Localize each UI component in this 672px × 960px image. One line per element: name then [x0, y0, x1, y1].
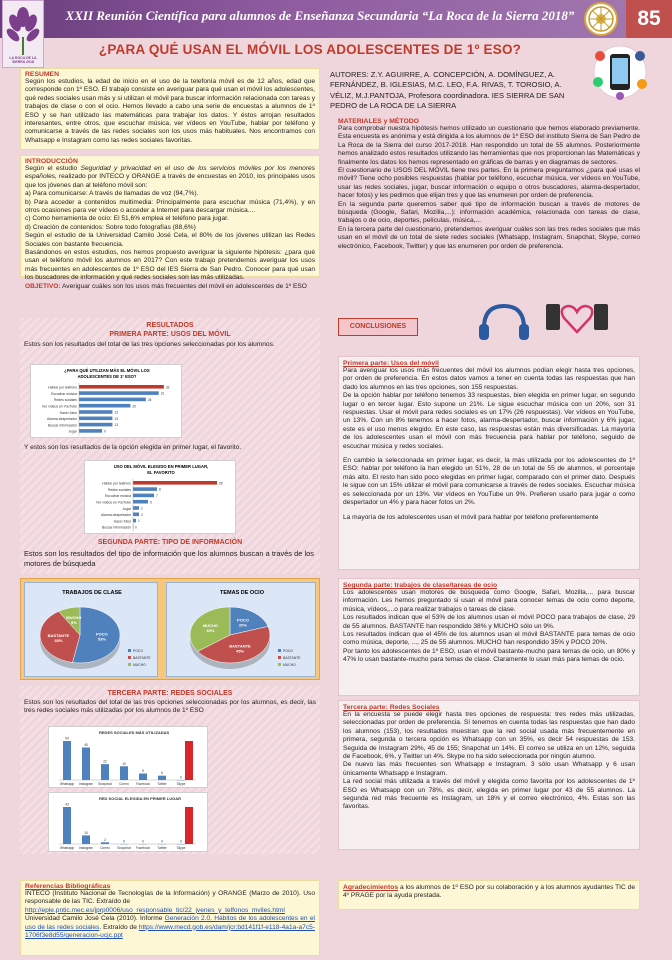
conclusion-paragraph: De la opción hablar por teléfono tenemos 33 respuestas, bien elegida en primer lugar, en segundo lugar o en tercer lugar. Esto supone un 21%. Le sigue escuchar música con un 20%, son 31 respuestas. Usar el móvil para redes sociales es un 17% (26 respuestas). Ver vídeos en YouTube, un 13%. Con un 8% tenemos a hacer fotos, alarma-despertador, buscar información y 6% jugar, este es el uso menos elegido. En este caso, las respuestas están más diversificadas. La mayoría de los adolescentes usan el móvil con más frecuencia para hablar por teléfono, seguido de escuchar música y redes sociales.	[343, 392, 635, 450]
bar	[82, 748, 90, 781]
poster-title: ¿PARA QUÉ USAN EL MÓVIL LOS ADOLESCENTES DE 1º ESO?	[98, 42, 522, 57]
introduccion-p2: Según el estudio de la Universidad Camilo José Cela, el 80% de los jóvenes utilizan las Redes Sociales con bastante frecuencia.	[25, 232, 315, 248]
tick-label: Ver vídeos en YouTube	[96, 500, 131, 505]
bar	[133, 519, 136, 523]
data-label: 8	[159, 487, 161, 492]
data-label: 9	[142, 769, 144, 773]
introduccion-item: d) Creación de contenidos: Sobre todo fotografías (88,6%)	[25, 223, 196, 231]
data-label: 0	[123, 839, 125, 844]
materiales-paragraph: Para comprobar nuestra hipótesis hemos utilizado un cuestionario que hemos elaborado previamente. Esta encuesta es anónima y está dirigida a los alumnos de 1º ESO del instituto Sierra de San Pedro de La Roca de la Sierra del curso 2017-2018. Han respondido un total de 55 alumnos. Posteriormente hemos analizado estos resultados utilizando las herramientas que nos proporcionan las Matemáticas y finalmente los datos los hemos representado en gráficas de barras y en diagramas de sectores.	[338, 125, 640, 166]
highlight-bar	[185, 807, 193, 844]
referencia-link-2[interactable]: Generación 2.0. Hábitos de los adolescentes en el uso de las redes sociales	[25, 915, 315, 931]
legend-swatch	[128, 656, 131, 659]
referencia-2: Universidad Camilo José Cela (2010). Informe Generación 2.0. Hábitos de los adolescentes en el uso de las redes sociales. Extraído de https://www.mecd.gob.es/dam/jcr:bd141f1f-e118-4a1a-a7c5-1706f3e8d55/generacion-ucjc.ppt	[25, 915, 315, 940]
data-label: 20	[132, 404, 136, 409]
data-label: 2	[141, 506, 143, 511]
legend-swatch	[278, 663, 281, 666]
temas-ocio-pie	[166, 582, 316, 677]
data-label: 2	[104, 837, 106, 842]
bar	[120, 766, 128, 780]
part3-intro: Estos son los resultados del total de las tres opciones seleccionadas por los alumnos, es decir, las tres redes sociales más utilizadas por los alumnos de 1º ESO	[24, 699, 316, 715]
pie-label-value: 20%	[238, 622, 247, 628]
referencias-heading: Referencias Bibliográficas	[25, 883, 111, 890]
conclusion-paragraph: La mayoría de los adolescentes usan el móvil para hablar por teléfono preferentemente	[343, 513, 599, 521]
conclusiones-button: CONCLUSIONES	[338, 318, 418, 336]
chart-title: ADOLESCENTES DE 1º ESO?	[77, 374, 137, 379]
tick-label: Hacer fotos	[59, 410, 77, 415]
tick-label: Hablar por teléfono	[102, 481, 131, 486]
materiales-paragraph: En la tercera parte del cuestionario, pretendemos averiguar cuáles son las tres redes sociales que más usan en el móvil de un total de siete redes sociales (Whatsapp, Instagram, Snapchat, Skype, correo electrónico, Facebook, Twitter) y que las enumeren por orden de preferencia.	[338, 225, 640, 250]
tick-label: Alarma-despertador	[47, 417, 77, 422]
logo-caption: LA ROCA DE LA SIERRA 2018	[9, 56, 37, 64]
bar	[63, 807, 71, 844]
legend-swatch	[128, 663, 131, 666]
pie-label-value: 45%	[235, 648, 244, 654]
tick-label: Redes sociales	[108, 487, 131, 492]
agradecimientos-label: Agradecimientos	[343, 884, 399, 891]
referencia-1: INTECO (Instituto Nacional de Tecnologías de la Información) y ORANGE (Marzo de 2010). Uso responsable de las TIC. Extraído de http://eple.pntic.mec.es/jprp0006/uso_responsable_tic/22_jvenes_y_telfonos_mviles.html	[25, 890, 315, 914]
referencia-link-3[interactable]: https://www.mecd.gob.es/dam/jcr:bd141f1f-e118-4a1a-a7c5-1706f3e8d55/generacion-ucjc.ppt	[25, 923, 315, 940]
bar	[133, 487, 157, 491]
pie-label-value: 53%	[97, 636, 106, 642]
tick-label: Correo	[119, 782, 129, 786]
tick-label: Escuchar música	[105, 494, 131, 499]
conclusion-paragraph: Los adolescentes usan motores de búsqueda como Google, Safari, Mozilla,... para buscar información. Les hemos preguntado si usan el móvil para conocer temas de ocio como deporte, música, vídeos,...o para realizar trabajos o tareas de clase.	[343, 589, 635, 613]
legend-label: BASTANTE	[133, 656, 151, 660]
bar	[139, 774, 147, 781]
tick-label: Twitter	[157, 782, 167, 786]
pie-label-value: 38%	[54, 637, 63, 643]
redes-first-chart	[48, 792, 208, 852]
data-label: 0	[180, 839, 182, 844]
bar	[101, 764, 109, 780]
tick-label: Jugar	[68, 429, 77, 434]
resumen-section	[20, 68, 320, 150]
pie-data-label	[199, 621, 221, 633]
chart-title: ¿PARA QUÉ UTILIZAN MÁS EL MÓVIL LOS	[64, 368, 150, 373]
conclusiones-primera	[338, 356, 640, 570]
tick-label: Facebook	[136, 846, 150, 850]
bar	[79, 417, 112, 421]
authors: AUTORES: Z.Y. AGUIRRE, A. CONCEPCIÓN, A. DOMÍNGUEZ, A. FERNÁNDEZ, B. IGLESIAS, M.C. LEO, F.A. RIVAS, T. TOROSIO, A. VÉLIZ, M.J.PANTOJA, Profesora coordinadora. IES SIERRA DE SAN PEDRO de LA ROCA DE LA SIERRA	[330, 70, 565, 110]
materiales-paragraph: En la segunda parte queremos saber qué tipo de información buscan a través de motores de búsqueda (Google, Safari, Mozilla,...): información académica, relacionada con tareas de clase, trabajos o de ocio, deportes, películas, música,...	[338, 200, 640, 225]
bar	[79, 429, 102, 433]
resumen-text: Según los estudios, la edad de inicio en el uso de la telefonía móvil es de 12 años, edad que corresponde con 1º ESO. El trabajo consiste en averiguar para qué usan el móvil los adolescentes, qué redes sociales usan más y si utilizan el móvil para buscar información relacionada con tareas y trabajos de clase o con el ocio. Hemos llevado a cabo una serie de encuestas a alumnos de 1º ESO y se han utilizado las matemáticas para trabajar los datos. Y éstos arrojan resultados interesantes, entre otros, que escuchar música, ver vídeos en YouTube, hablar por teléfono y comunicarse a través de las redes sociales son los usos más habituales. Nos encontramos con Whatsapp e Instagram como las redes sociales favoritas.	[25, 78, 315, 144]
data-label: 19	[122, 761, 126, 766]
data-label: 13	[114, 416, 118, 421]
data-label: 10	[84, 830, 88, 835]
bar	[133, 494, 154, 498]
resumen-heading: RESUMEN	[25, 71, 59, 78]
chart-title: TEMAS DE OCIO	[219, 590, 265, 596]
materiales-heading: MATERIALES y MÉTODO	[338, 118, 419, 125]
tick-label: Hacer fotos	[113, 519, 131, 524]
tick-label: Instagram	[78, 846, 94, 850]
data-label: 28	[219, 481, 223, 486]
bar	[101, 842, 109, 844]
data-label: 45	[84, 743, 88, 747]
pie-data-label	[63, 613, 85, 625]
part3-heading: TERCERA PARTE: REDES SOCIALES	[107, 690, 233, 697]
tick-label: Jugar	[122, 506, 131, 511]
legend-label: POCO	[283, 649, 293, 653]
tick-label: Alarma-despertador	[101, 513, 131, 518]
redes-total-chart	[48, 726, 208, 788]
uses-total-chart	[30, 364, 182, 438]
pie-label-value: 35%	[206, 628, 215, 634]
materiales-section	[338, 118, 640, 251]
conclusiones-segunda	[338, 578, 640, 696]
legend-label: BASTANTE	[283, 656, 301, 660]
data-label: 2	[141, 512, 143, 517]
pie-data-label	[47, 631, 69, 643]
conclusion-paragraph: En la encuesta se puede elegir hasta tres opciones de respuesta: tres redes más utilizadas, seleccionadas por orden de preferencia. Sí tenemos en cuenta todas las respuestas que han dado los alumnos (153), los resultados muestran que la red social usada más frecuentemente en primera, segunda o tercera opción es Whatsapp con un 35%, es decir 54 respuestas de 153. Seguida de Instagram 29%, 45 de 155; Snapchat un 14%. El correo se utiliza en un 12%, seguida de Facebook, 6%, y Twitter un 4%. Skype no ha sido seleccionada por ningún alumno.	[343, 711, 635, 761]
phone-heart-icon	[544, 296, 610, 340]
bar	[79, 410, 112, 414]
highlight-bar	[185, 741, 193, 780]
agradecimientos-text: a los alumnos de 1º ESO por su colaboración y a los alumnos ayudantes TIC de 4º PRAGE por la ayuda prestada.	[343, 884, 635, 900]
chart-title: RED SOCIAL ELEGIDA EN PRIMER LUGAR	[99, 796, 182, 801]
data-label: 13	[114, 423, 118, 428]
bar	[79, 404, 130, 408]
data-label: 0	[135, 525, 137, 530]
data-label: 6	[161, 771, 163, 776]
conclusion-paragraph: Para averiguar los usos más frecuentes del móvil los alumnos podían elegir hasta tres opciones, por orden de preferencia. En estos datos vamos a tener en cuenta todas las respuestas que han dado los alumnos en las tres opciones, son 155 respuestas.	[343, 367, 635, 391]
legend-label: POCO	[133, 649, 143, 653]
tick-label: Twitter	[157, 846, 167, 850]
chart-title: REDES SOCIALES MÁS UTILIZADAS	[99, 730, 170, 735]
bar	[82, 835, 90, 844]
pie-label-name: BASTANTE	[47, 632, 70, 638]
bar	[133, 506, 139, 510]
conclusiones-tercera	[338, 700, 640, 850]
chart-title: TRABAJOS DE CLASE	[62, 590, 122, 596]
part1-intro: Estos son los resultados del total de las tres opciones seleccionadas por los alumnos.	[24, 341, 275, 348]
data-label: 5	[150, 500, 152, 505]
pie-data-label	[232, 616, 254, 628]
tick-label: Hablar por teléfono	[48, 385, 77, 390]
bar	[79, 423, 112, 427]
bar	[133, 513, 139, 517]
tick-label: Escuchar música	[51, 391, 77, 396]
tick-label: Buscar información	[101, 525, 131, 530]
part2-heading: SEGUNDA PARTE: TIPO DE INFORMACIÓN	[97, 539, 243, 546]
data-label: 43	[65, 802, 69, 807]
bar	[133, 500, 148, 504]
agradecimientos	[338, 880, 640, 910]
legend-label: MUCHO	[133, 663, 146, 667]
introduccion-heading: INTRODUCCIÓN	[25, 158, 78, 165]
headphones-icon	[474, 300, 534, 344]
data-label: 33	[165, 385, 170, 390]
introduccion-item: b) Para acceder a contenidos multimedia: Principalmente para escuchar música (71,4%), y en otros ocasiones para ver vídeos o acceder a Internet para descargar música....	[25, 198, 315, 215]
pie-label-value: 9%	[70, 620, 77, 626]
legend-label: MUCHO	[283, 663, 296, 667]
part2-intro: Estos son los resultados del tipo de información que los alumnos buscan a través de los motores de búsqueda	[24, 549, 314, 568]
data-label: 22	[103, 759, 107, 764]
conclusion-paragraph: Los resultados indican que el 45% de los alumnos usan el móvil BASTANTE para temas de ocio como música, deporte, ..., 25 de 55 alumnos. MUCHO han respondido 35% y POCO 20%.	[343, 631, 635, 647]
tick-label: Snapchat	[98, 782, 112, 786]
conclusion-paragraph: La red social más utilizada a través del móvil y elegida como favorita por los adolescentes de 1º ESO es Whatsapp con un 78%, es decir, elegida en primer lugar por 43 de 55 alumnos. La segunda red más frecuente es Instagram, un 18% y el correo electrónico, 4%. Estas son las favoritas.	[343, 778, 635, 811]
pie-label-name: BASTANTE	[229, 643, 251, 649]
institute-seal-icon	[584, 2, 618, 36]
chart-title: USO DEL MÓVIL ELEGIDO EN PRIMER LUGAR,	[113, 464, 209, 469]
data-label: 31	[160, 391, 165, 396]
data-label: 7	[156, 494, 158, 498]
tick-label: Snapchat	[117, 846, 131, 850]
introduccion-item: c) Como herramienta de ocio: El 51,6% emplea el teléfono para jugar.	[25, 215, 229, 223]
bar	[63, 741, 71, 780]
conference-title: XXII Reunión Científica para alumnos de Enseñanza Secundaria “La Roca de la Sierra 2018”	[65, 8, 575, 23]
legend-swatch	[278, 656, 281, 659]
data-label: 0	[161, 839, 163, 844]
materiales-paragraph: El cuestionario de USOS DEL MÓVIL tiene tres partes. En la primera preguntamos ¿para qué usas el móvil? Tiene ocho posibles respuestas (hablar por teléfono, escuchar música, ver vídeos en YouTube, usar las redes sociales, jugar, buscar información o equipo o otros buscadores, alarma-despertador, hacer fotos) y les pedimos que elijan tres y que las enumeren por orden de preferencia.	[338, 167, 640, 200]
pie-label-name: POCO	[96, 631, 108, 637]
tick-label: Redes sociales	[54, 398, 77, 403]
pie-label-name: MUCHO	[66, 615, 82, 621]
tick-label: Whatsapp	[59, 846, 75, 850]
tick-label: Buscar información	[47, 423, 77, 428]
referencias-section	[20, 880, 320, 956]
bar	[133, 481, 217, 485]
tick-label: Skype	[176, 846, 186, 850]
tick-label: Whatsapp	[59, 782, 75, 786]
data-label: 0	[180, 775, 182, 780]
data-label: 1	[138, 519, 140, 524]
data-label: 26	[147, 398, 152, 402]
trabajos-clase-pie	[24, 582, 158, 677]
smartphone-illustration-icon	[590, 42, 650, 102]
conclusiones-tercera-heading: Tercera parte: Redes Sociales	[343, 704, 440, 711]
objetivo: OBJETIVO: Averiguar cuáles son los usos más frecuentes del móvil en adolescentes de 1º ESO	[25, 282, 307, 290]
legend-swatch	[128, 649, 131, 652]
part1-heading: PRIMERA PARTE: USOS DEL MÓVIL	[109, 331, 231, 338]
tick-label: Instagram	[78, 782, 94, 786]
conclusion-paragraph: De nuevo las más frecuentes son Whatsapp e Instagram. 3 sólo usan Whatsapp y 6 usan únicamente Whatsapp e Instagram.	[343, 761, 635, 777]
uses-favorite-chart	[84, 460, 236, 534]
tick-label: Facebook	[136, 782, 150, 786]
pie-data-label	[229, 642, 251, 654]
bar	[158, 776, 166, 780]
pie-label-name: POCO	[237, 617, 249, 623]
data-label: 9	[104, 429, 106, 434]
conclusion-paragraph: En cambio la seleccionada en primer lugar, es decir, la más utilizada por los adolescentes de 1º ESO: hablar por teléfono la han elegido un 51%, 28 de un total de 55 de alumnos, el porcentaje más alto. El resto han sido poco elegidas en primer lugar, comparado con el primer dato. Después le sigue con un 15% utilizar el móvil para comunicarse a través de redes sociales. Escuchar música es seleccionada por un 13%. Ver vídeos en YouTube un 9%. Prefieren usarlo para jugar o como despertador un 4% y para hacer fotos un 2%.	[343, 457, 635, 507]
pie-data-label	[91, 629, 113, 641]
data-label: 54	[65, 736, 69, 741]
tick-label: Skype	[176, 782, 186, 786]
part1-after: Y estos son los resultados de la opción elegida en primer lugar, el favorito.	[24, 444, 242, 451]
introduccion-p1: Según el estudio Seguridad y privacidad en el uso de los servicios móviles por los menores españoles, realizado por INTECO y ORANGE a través de encuestas en 2010, los principales usos que los jóvenes dan al teléfono móvil son:	[25, 165, 315, 189]
conclusion-paragraph: Por tanto los adolescentes de 1º ESO, usan el móvil bastante-mucho para temas de ocio, un 80% y 47% lo usan bastante-mucho para temas de clase. Claramente lo usan más para temas de ocio.	[343, 647, 635, 664]
introduccion-p3: Basándonos en estos estudios, nos hemos propuesto averiguar la siguiente hipótesis: ¿para qué usan el teléfono móvil los alumnos en 2017? Con este trabajo pretendemos averiguar los usos más frecuentes en adolescentes de 1º ESO del IES Sierra de San Pedro. Conocer para qué usan los buscadores de información y qué redes sociales son las más utilizadas.	[25, 249, 315, 282]
conclusion-paragraph: Los resultados indican que el 53% de los alumnos usan el móvil POCO para trabajos de clase, 29 de 55 alumnos. BASTANTE han respondido 38% y MUCHO sólo un 9%.	[343, 614, 635, 630]
pie-label-name: MUCHO	[202, 623, 218, 629]
chart-title: EL FAVORITO	[147, 470, 175, 475]
tick-label: Ver vídeos en YouTube	[42, 404, 77, 409]
conclusiones-primera-heading: Primera parte: Usos del móvil	[343, 360, 439, 367]
bar	[79, 385, 164, 389]
introduccion-item: a) Para comunicarse: A través de llamadas de voz (94,7%).	[25, 190, 199, 198]
referencia-link-1[interactable]: http://eple.pntic.mec.es/jprp0006/uso_responsable_tic/22_jvenes_y_telfonos_mviles.html	[25, 906, 285, 914]
bar	[79, 391, 159, 395]
legend-swatch	[278, 649, 281, 652]
bar	[79, 398, 146, 402]
introduccion-section	[20, 155, 320, 290]
tick-label: Correo	[100, 846, 110, 850]
conclusiones-segunda-heading: Segunda parte: trabajos de clase/tareas de ocio	[343, 582, 498, 589]
data-label: 13	[114, 410, 118, 415]
poster-number: 85	[626, 0, 672, 38]
resultados-heading: RESULTADOS	[146, 322, 194, 329]
data-label: 0	[142, 839, 144, 844]
